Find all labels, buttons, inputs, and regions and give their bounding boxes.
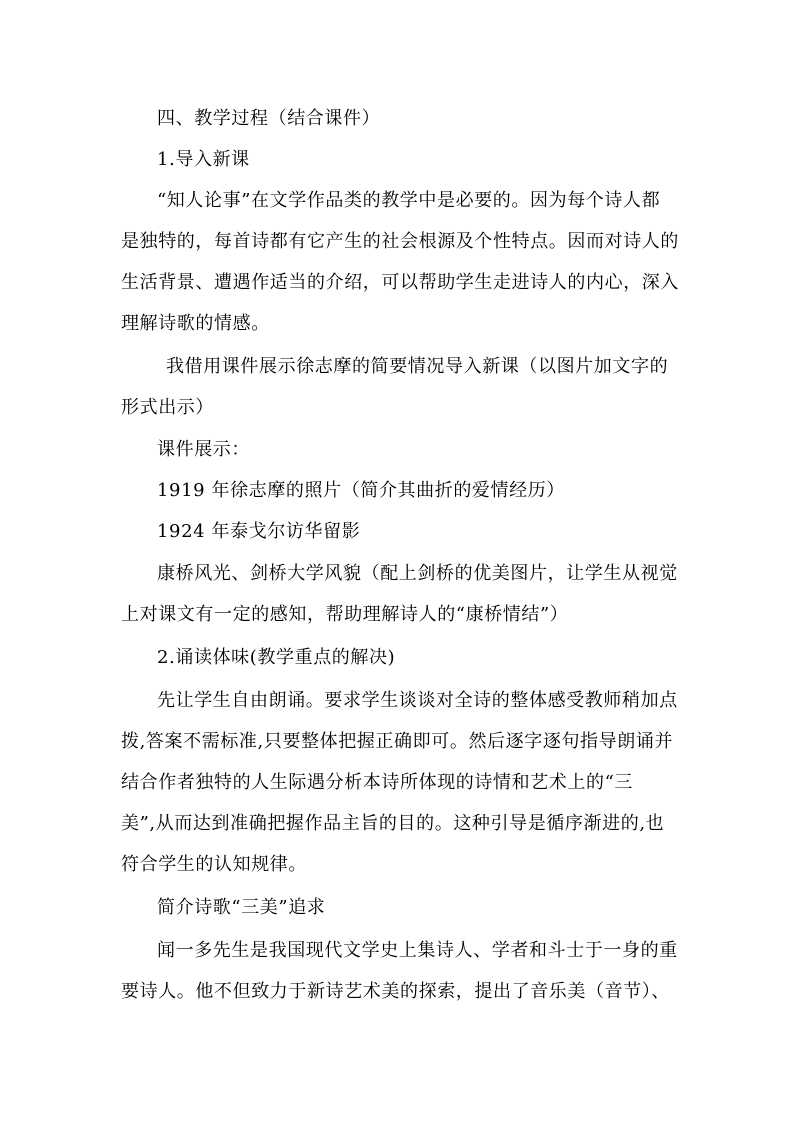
paragraph-line: “知人论事”在文学作品类的教学中是必要的。因为每个诗人都: [157, 190, 661, 211]
paragraph-line: 结合作者独特的人生际遇分析本诗所体现的诗情和艺术上的“三: [121, 772, 633, 793]
paragraph-line: 生活背景、遭遇作适当的介绍，可以帮助学生走进诗人的内心，深入: [121, 272, 679, 293]
section-heading: 四、教学过程（结合课件）: [157, 108, 381, 129]
paragraph-line: 简介诗歌“三美”追求: [157, 897, 326, 918]
paragraph-line: 课件展示：: [157, 439, 250, 460]
list-item: 康桥风光、剑桥大学风貌（配上剑桥的优美图片，让学生从视觉: [157, 563, 678, 584]
paragraph-line: 是独特的，每首诗都有它产生的社会根源及个性特点。因而对诗人的: [121, 231, 679, 252]
paragraph-line: 美”,从而达到准确把握作品主旨的目的。这种引导是循序渐进的,也: [121, 813, 665, 834]
list-item: 上对课文有一定的感知，帮助理解诗人的“康桥情结”）: [121, 604, 569, 625]
paragraph-line: 要诗人。他不但致力于新诗艺术美的探索，提出了音乐美（音节）、: [121, 981, 670, 1002]
paragraph-line: 形式出示）: [121, 397, 214, 418]
subsection-heading: 2.诵读体味(教学重点的解决): [157, 647, 396, 668]
paragraph-line: 拨,答案不需标准,只要整体把握正确即可。然后逐字逐句指导朗诵并: [121, 731, 674, 752]
paragraph-line: 先让学生自由朗诵。要求学生谈谈对全诗的整体感受教师稍加点: [157, 690, 678, 711]
paragraph-line: 我借用课件展示徐志摩的简要情况导入新课（以图片加文字的: [166, 356, 669, 377]
list-item: 1919 年徐志摩的照片（简介其曲折的爱情经历）: [157, 480, 565, 501]
subsection-heading: 1.导入新课: [157, 149, 250, 170]
paragraph-line: 理解诗歌的情感。: [121, 313, 270, 334]
paragraph-line: 符合学生的认知规律。: [121, 854, 307, 875]
list-item: 1924 年泰戈尔访华留影: [157, 521, 361, 542]
paragraph-line: 闻一多先生是我国现代文学史上集诗人、学者和斗士于一身的重: [157, 940, 678, 961]
